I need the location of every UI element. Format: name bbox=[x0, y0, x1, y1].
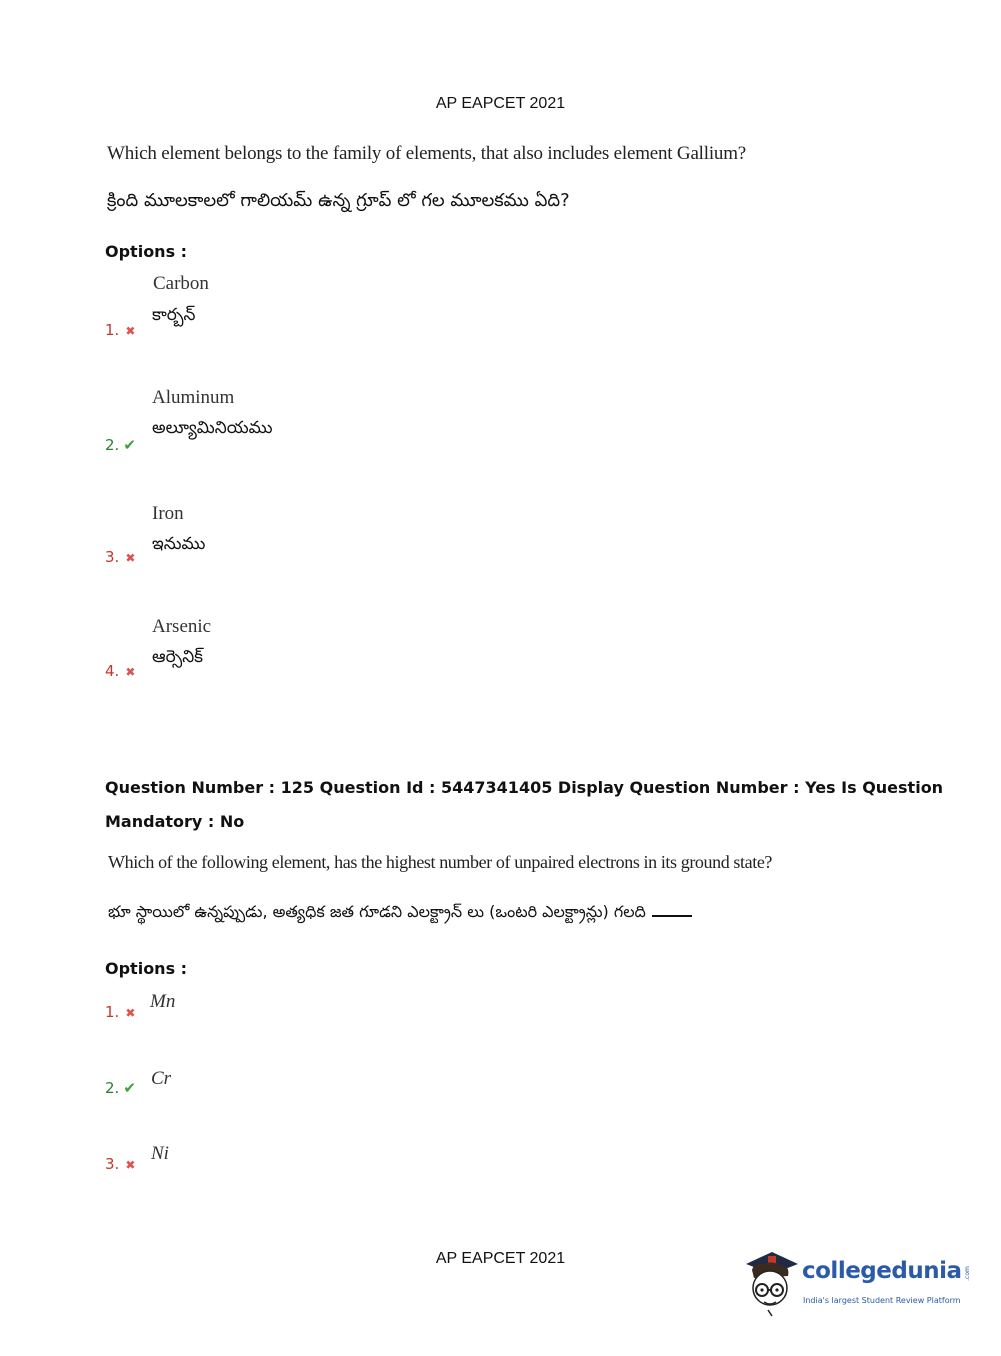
question-text-en: Which element belongs to the family of elements, that also includes element Gallium? bbox=[107, 143, 747, 164]
option-2-number: 2. ✔ bbox=[105, 1079, 136, 1097]
page-header: AP EAPCET 2021 bbox=[435, 95, 566, 112]
option-2-number: 2. ✔ bbox=[105, 436, 136, 454]
logo-tagline: India's largest Student Review Platform bbox=[803, 1296, 961, 1305]
logo-wordmark: collegedunia bbox=[802, 1258, 962, 1284]
option-2-en: Aluminum bbox=[152, 387, 235, 408]
question-text-te: భూ స్థాయిలో ఉన్నప్పుడు, అత్యధిక జత గూడని ఎలక్ట్రాన్ లు (ఒంటరి ఎలక్ట్రాన్లు) గలది bbox=[108, 902, 692, 925]
options-label: Options : bbox=[105, 959, 188, 978]
question-text-te: క్రింది మూలకాలలో గాలియమ్ ఉన్న గ్రూప్ లో గల మూలకము ఏది? bbox=[107, 190, 570, 211]
option-2-value: Cr bbox=[151, 1068, 172, 1089]
option-1-number: 1. ✖ bbox=[105, 321, 136, 339]
option-1-number: 1. ✖ bbox=[105, 1003, 136, 1021]
option-3-te: ఇనుము bbox=[152, 534, 206, 554]
logo-suffix: .com bbox=[963, 1266, 971, 1281]
page-footer: AP EAPCET 2021 bbox=[435, 1250, 566, 1267]
option-1-value: Mn bbox=[150, 991, 176, 1012]
cross-icon: ✖ bbox=[125, 324, 136, 338]
cross-icon: ✖ bbox=[125, 1158, 136, 1172]
option-3-number: 3. ✖ bbox=[105, 1155, 136, 1173]
collegedunia-logo bbox=[742, 1248, 972, 1316]
option-4-number: 4. ✖ bbox=[105, 662, 136, 680]
option-1-te: కార్బన్ bbox=[152, 305, 196, 325]
cross-icon: ✖ bbox=[125, 665, 136, 679]
mascot-icon bbox=[742, 1248, 802, 1318]
question-meta: Question Number : 125 Question Id : 5447341405 Display Question Number : Yes Is Question bbox=[105, 778, 944, 797]
option-2-te: అల్యూమినియము bbox=[152, 418, 273, 438]
option-4-en: Arsenic bbox=[152, 616, 212, 637]
check-icon: ✔ bbox=[123, 1079, 136, 1097]
option-4-te: ఆర్సెనిక్ bbox=[152, 647, 204, 667]
question-mandatory: Mandatory : No bbox=[105, 812, 245, 831]
cross-icon: ✖ bbox=[125, 551, 136, 565]
options-label: Options : bbox=[105, 242, 188, 261]
question-text-en: Which of the following element, has the highest number of unpaired electrons in its ground state? bbox=[108, 852, 773, 872]
cross-icon: ✖ bbox=[125, 1006, 136, 1020]
option-1-en: Carbon bbox=[153, 273, 209, 294]
check-icon: ✔ bbox=[123, 436, 136, 454]
option-3-en: Iron bbox=[152, 503, 184, 524]
answer-blank bbox=[652, 915, 692, 917]
option-3-number: 3. ✖ bbox=[105, 548, 136, 566]
option-3-value: Ni bbox=[151, 1143, 169, 1164]
